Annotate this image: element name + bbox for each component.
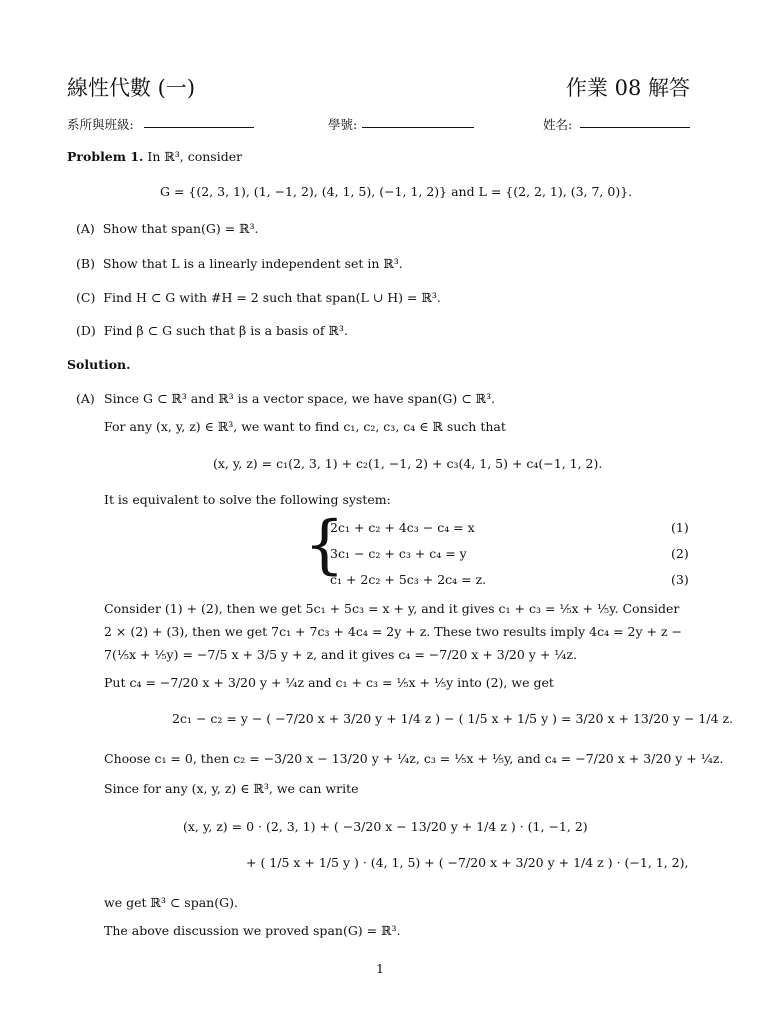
problem-statement [67,151,242,164]
system-eq-1: 2c₁ + c₂ + 4c₃ − c₄ = x [330,520,475,535]
name-blank-line [580,127,690,128]
paragraph-line-3: 7(⅕x + ⅕y) = −7/5 x + 3/5 y + z, and it gives c₄ = −7/20 x + 3/20 y + ¼z. [104,647,577,662]
equation-final-2: + ( 1/5 x + 1/5 y ) · (4, 1, 5) + ( −7/20 x + 3/20 y + 1/4 z ) · (−1, 1, 2), [246,855,689,870]
equation-c1-c2: 2c₁ − c₂ = y − ( −7/20 x + 3/20 y + 1/4 z ) − ( 1/5 x + 1/5 y ) = 3/20 x + 13/20 y − 1/4 z. [172,711,734,726]
solution-line-3: It is equivalent to solve the following system: [104,492,391,507]
name-label: 姓名: [543,117,573,132]
system-tag-3: (3) [671,572,689,587]
part-text: Show that span(G) = ℝ³. [102,221,259,236]
conclusion-line: The above discussion we proved span(G) = ℝ³. [104,923,401,938]
get-line: we get ℝ³ ⊂ span(G). [104,895,238,910]
system-brace: { [304,508,345,582]
sets-definition: G = {(2, 3, 1), (1, −1, 2), (4, 1, 5), (−1, 1, 2)} and L = {(2, 2, 1), (3, 7, 0)}. [160,184,633,199]
equation-final-1: (x, y, z) = 0 · (2, 3, 1) + ( −3/20 x − 13/20 y + 1/4 z ) · (1, −1, 2) [183,819,588,834]
problem-intro: In ℝ³, consider [147,149,243,164]
part-b [76,258,403,271]
part-label: (C) [76,290,96,305]
choose-line: Choose c₁ = 0, then c₂ = −3/20 x − 13/20 y + ¼z, c₃ = ⅕x + ⅕y, and c₄ = −7/20 x + 3/20 y + ¼z. [104,751,724,766]
paragraph-line-2: 2 × (2) + (3), then we get 7c₁ + 7c₃ + 4c₄ = 2y + z. These two results imply 4c₄ = 2y + z − [104,624,683,639]
system-tag-2: (2) [671,546,689,561]
part-d [76,325,348,338]
id-blank-line [362,127,474,128]
system-tag-1: (1) [671,520,689,535]
equation-main: (x, y, z) = c₁(2, 3, 1) + c₂(1, −1, 2) + c₃(4, 1, 5) + c₄(−1, 1, 2). [213,456,603,471]
course-title: 線性代數 (一) [67,76,196,100]
part-text: Find H ⊂ G with #H = 2 such that span(L ∪ H) = ℝ³. [103,290,441,305]
solution-line-1: Since G ⊂ ℝ³ and ℝ³ is a vector space, we have span(G) ⊂ ℝ³. [104,391,496,406]
problem-heading: Problem 1. [67,149,144,164]
solution-line-2: For any (x, y, z) ∈ ℝ³, we want to find c₁, c₂, c₃, c₄ ∈ ℝ such that [104,419,506,434]
solution-part-label: (A) [76,391,95,406]
dept-label: 系所與班級: [67,117,134,132]
dept-blank-line [144,127,254,128]
part-a [76,223,259,236]
put-line: Put c₄ = −7/20 x + 3/20 y + ¼z and c₁ + c₃ = ⅕x + ⅕y into (2), we get [104,675,554,690]
part-label: (D) [76,323,96,338]
solution-heading: Solution. [67,357,131,372]
part-label: (B) [76,256,95,271]
part-text: Find β ⊂ G such that β is a basis of ℝ³. [103,323,348,338]
assignment-title: 作業 08 解答 [565,76,690,100]
part-label: (A) [76,221,95,236]
system-eq-3: c₁ + 2c₂ + 5c₃ + 2c₄ = z. [330,572,487,587]
id-label: 學號: [328,117,358,132]
since-line: Since for any (x, y, z) ∈ ℝ³, we can write [104,781,359,796]
paragraph-line-1: Consider (1) + (2), then we get 5c₁ + 5c₃ = x + y, and it gives c₁ + c₃ = ⅕x + ⅕y. Consider [104,601,680,616]
part-text: Show that L is a linearly independent set in ℝ³. [102,256,403,271]
page-number: 1 [376,961,384,976]
part-c [76,292,441,305]
system-eq-2: 3c₁ − c₂ + c₃ + c₄ = y [330,546,467,561]
